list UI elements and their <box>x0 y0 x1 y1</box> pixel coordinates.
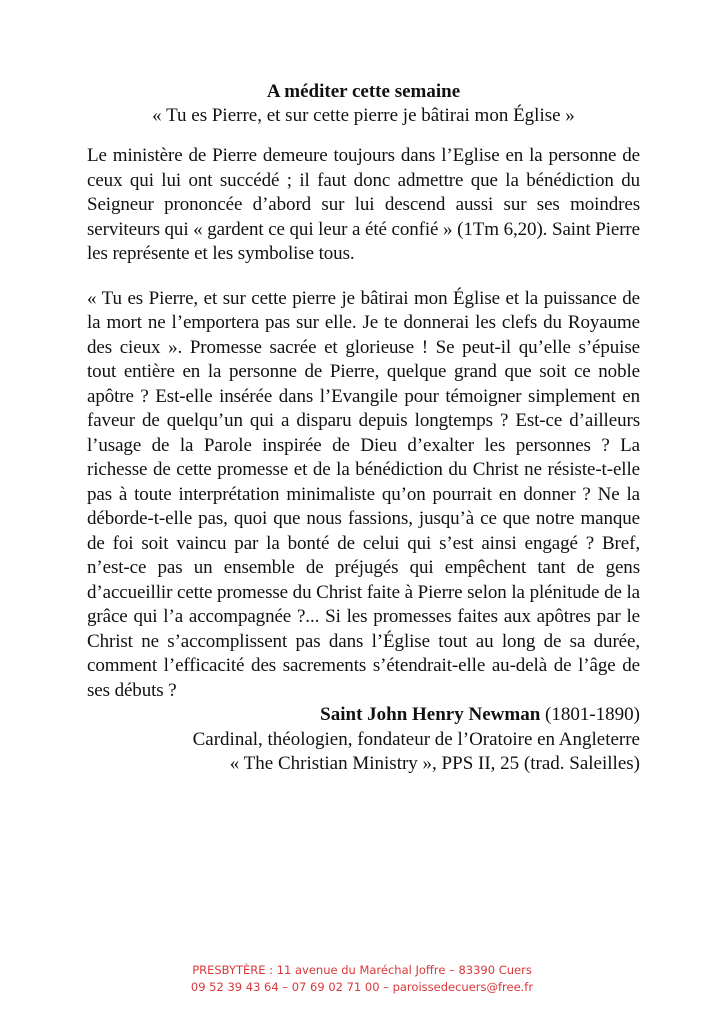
author-name: Saint John Henry Newman <box>320 704 541 725</box>
source-citation: « The Christian Ministry », PPS II, 25 (trad. Saleilles) <box>229 753 640 774</box>
author-dates: (1801-1890) <box>540 704 640 725</box>
author-role: Cardinal, théologien, fondateur de l’Oratoire en Angleterre <box>192 728 640 750</box>
body-paragraph-2: « Tu es Pierre, et sur cette pierre je bâtirai mon Église et la puissance de la mort ne l’emportera pas sur elle. Je te donnerai les clefs du Royaume des cieux ». Promesse sacrée et glorieuse ! Se peut-il qu’elle s’épuise tout entière en la personne de Pierre, quelque grand que soit ce noble apôtre ? Est-elle insérée dans l’Evangile pour témoigner simplement en faveur de quelqu’un qui a disparu depuis longtemps ? Est-ce d’ailleurs l’usage de la Parole inspirée de Dieu d’exalter les personnes ? La richesse de cette promesse et de la bénédiction du Christ ne résiste-t-elle pas à toute interprétation minimaliste qu’on pourrait en donner ? Ne la déborde-t-elle pas, quoi que nous fassions, jusqu’à ce que notre manque de foi soit vaincu par la bonté de celui qui s’est ainsi engagé ? Bref, n’est-ce pas un ensemble de préjugés qui empêchent tant de gens d’accueillir cette promesse du Christ faite à Pierre selon la plénitude de la grâce qui l’a accompagnée ?... Si les promesses faites aux apôtres par le Christ ne s’accomplissent pas dans l’Église tout au long de sa durée, comment l’efficacité des sacrements s’étendrait-elle au-delà de l’âge de ses débuts ? <box>87 287 640 701</box>
footer-address: PRESBYTÈRE : 11 avenue du Maréchal Joffre – 83390 Cuers <box>192 963 532 977</box>
page-footer <box>0 962 724 996</box>
page-title: A méditer cette semaine <box>266 81 461 102</box>
signature-block <box>87 703 640 777</box>
body-paragraph-1: Le ministère de Pierre demeure toujours dans l’Eglise en la personne de ceux qui lui ont succédé ; il faut donc admettre que la bénédiction du Seigneur prononcée d’abord sur lui descend aussi sur ses moindres serviteurs qui « gardent ce qui leur a été confié » (1Tm 6,20). Saint Pierre les représente et les symbolise tous. <box>87 145 640 264</box>
author-line <box>87 703 640 728</box>
footer-contact: 09 52 39 43 64 – 07 69 02 71 00 – paroissedecuers@free.fr <box>190 980 534 994</box>
document-page <box>87 80 640 777</box>
scripture-quote: « Tu es Pierre, et sur cette pierre je bâtirai mon Église » <box>152 105 575 126</box>
